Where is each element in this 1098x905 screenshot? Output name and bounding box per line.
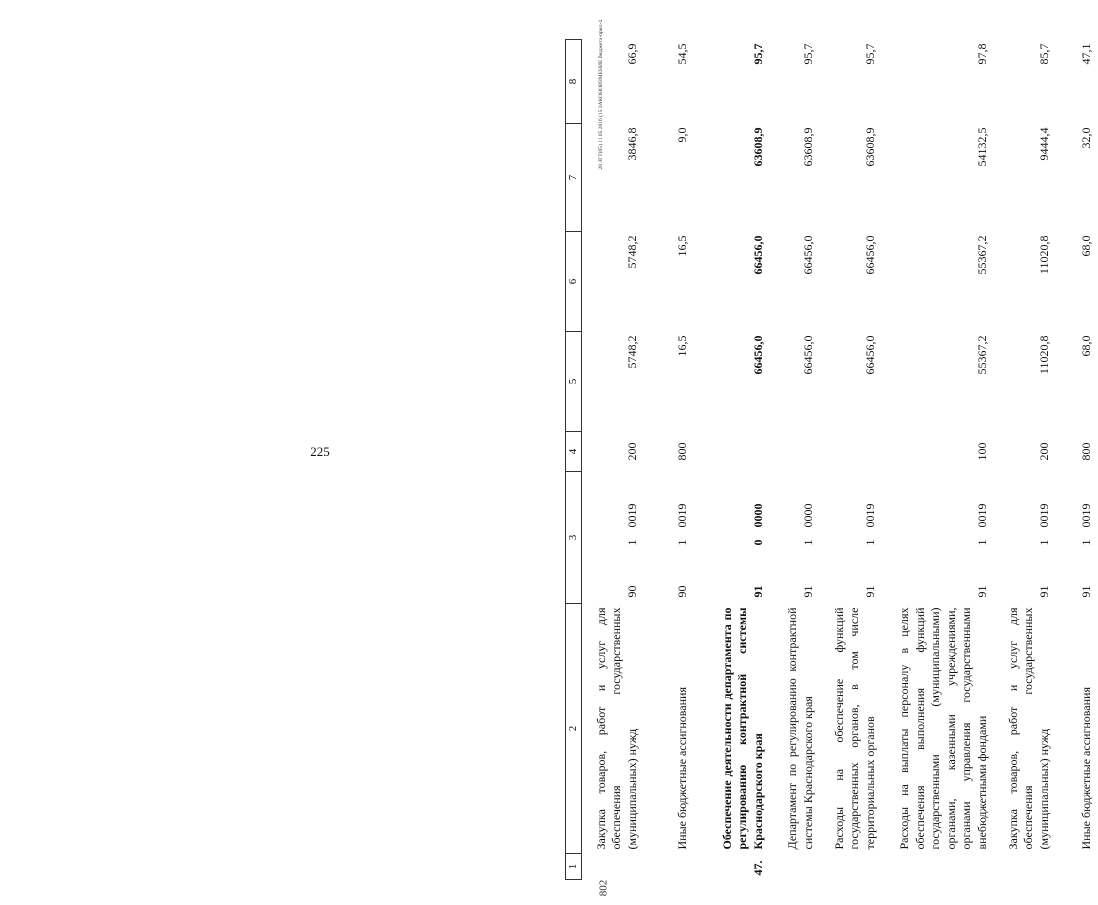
row-code xyxy=(994,472,1056,534)
budget-table xyxy=(565,39,1098,880)
row-description: Расходы на обеспечение функций государственных органов, в том числе территориальных органов xyxy=(831,607,877,850)
row-number xyxy=(882,854,994,880)
row-program-code xyxy=(770,534,820,604)
row-program-code xyxy=(582,534,644,604)
row-code xyxy=(882,472,994,534)
row-col7: 3846,8 xyxy=(624,127,639,161)
row-code-value: 0019 xyxy=(674,503,689,528)
page-number: 225 xyxy=(310,444,330,459)
row-col7: 32,0 xyxy=(1078,127,1093,149)
row-col5: 55367,2 xyxy=(974,335,989,375)
table-row xyxy=(820,40,882,880)
row-code xyxy=(582,472,644,534)
row-code xyxy=(770,472,820,534)
row-col8: 95,7 xyxy=(800,43,815,65)
row-number xyxy=(582,854,644,880)
row-program-code-b: 1 xyxy=(624,539,639,546)
row-expense-type xyxy=(820,432,882,472)
row-program-code xyxy=(994,534,1056,604)
row-col7: 63608,9 xyxy=(862,127,877,167)
header-col-3: 3 xyxy=(566,472,582,604)
row-col6: 5748,2 xyxy=(624,235,639,269)
row-code xyxy=(820,472,882,534)
header-col-8: 8 xyxy=(566,40,582,124)
header-col-6: 6 xyxy=(566,232,582,332)
row-number xyxy=(644,854,694,880)
table-row xyxy=(882,40,994,880)
row-program-code-b: 0 xyxy=(750,539,765,546)
row-col5: 16,5 xyxy=(674,335,689,357)
row-number xyxy=(770,854,820,880)
row-col5: 5748,2 xyxy=(624,335,639,369)
row-program-code-b: 1 xyxy=(674,539,689,546)
row-program-code-a: 91 xyxy=(862,585,877,598)
row-col8: 54,5 xyxy=(674,43,689,65)
row-code-value: 0019 xyxy=(1078,503,1093,528)
row-expense-type: 200 xyxy=(624,442,639,461)
row-description: Иные бюджетные ассигнования xyxy=(674,687,689,850)
row-col7: 9444,4 xyxy=(1036,127,1051,161)
row-description: Обеспечение деятельности департамента по регулированию контрактной системы Краснодарского края xyxy=(719,607,765,850)
header-col-2: 2 xyxy=(566,604,582,854)
row-col8: 95,7 xyxy=(750,43,765,65)
row-col6: 66456,0 xyxy=(800,235,815,275)
row-col5: 66456,0 xyxy=(750,335,765,375)
corner-mark: 802 xyxy=(597,879,610,897)
row-program-code-a: 90 xyxy=(674,585,689,598)
row-number xyxy=(1056,854,1098,880)
row-number xyxy=(994,854,1056,880)
header-col-1: 1 xyxy=(566,854,582,880)
row-program-code xyxy=(882,534,994,604)
row-program-code-a: 91 xyxy=(1078,585,1093,598)
row-expense-type xyxy=(770,432,820,472)
row-program-code-b: 1 xyxy=(1078,539,1093,546)
row-program-code xyxy=(644,534,694,604)
row-col5: 66456,0 xyxy=(800,335,815,375)
row-description: Закупка товаров, работ и услуг для обеспечения государственных (муниципальных) нужд xyxy=(593,607,639,850)
row-description: Департамент по регулированию контрактной системы Краснодарского края xyxy=(785,607,815,850)
row-code-value: 0000 xyxy=(750,503,765,528)
row-program-code xyxy=(820,534,882,604)
row-expense-type: 800 xyxy=(674,442,689,461)
row-program-code xyxy=(1056,534,1098,604)
budget-table-container xyxy=(565,40,1093,880)
row-code-value: 0019 xyxy=(624,503,639,528)
row-code xyxy=(694,472,770,534)
row-description: Иные бюджетные ассигнования xyxy=(1078,687,1093,850)
row-col6: 16,5 xyxy=(674,235,689,257)
row-col8: 85,7 xyxy=(1036,43,1051,65)
row-code-value: 0019 xyxy=(974,503,989,528)
row-col7: 54132,5 xyxy=(974,127,989,167)
row-program-code-a: 91 xyxy=(1036,585,1051,598)
row-col6: 11020,8 xyxy=(1036,235,1051,275)
row-col7: 63608,9 xyxy=(800,127,815,167)
row-program-code-b: 1 xyxy=(800,539,815,546)
row-col6: 66456,0 xyxy=(750,235,765,275)
row-program-code-b: 1 xyxy=(862,539,877,546)
table-row xyxy=(1056,40,1098,880)
table-row xyxy=(770,40,820,880)
row-expense-type: 200 xyxy=(1036,442,1051,461)
row-description: Расходы на выплаты персоналу в целях обеспечения выполнения функций государственными (муниципальными) органами, казенными учреждениями, органами управления государственными внебюджетными фондами xyxy=(896,607,989,850)
row-col6: 66456,0 xyxy=(862,235,877,275)
row-expense-type xyxy=(694,432,770,472)
row-description: Закупка товаров, работ и услуг для обеспечения государственных (муниципальных) нужд xyxy=(1005,607,1051,850)
row-code xyxy=(644,472,694,534)
row-col5: 66456,0 xyxy=(862,335,877,375)
row-expense-type: 800 xyxy=(1078,442,1093,461)
row-col8: 47,1 xyxy=(1078,43,1093,65)
row-col8: 66,9 xyxy=(624,43,639,65)
row-col7: 9,0 xyxy=(674,127,689,143)
table-row xyxy=(694,40,770,880)
row-expense-type: 100 xyxy=(974,442,989,461)
table-row xyxy=(644,40,694,880)
header-col-7: 7 xyxy=(566,124,582,232)
table-row xyxy=(582,40,644,880)
row-col8: 97,8 xyxy=(974,43,989,65)
row-col6: 68,0 xyxy=(1078,235,1093,257)
row-program-code-a: 91 xyxy=(974,585,989,598)
table-row xyxy=(994,40,1056,880)
row-program-code-a: 90 xyxy=(624,585,639,598)
row-col6: 55367,2 xyxy=(974,235,989,275)
row-code-value: 0019 xyxy=(1036,503,1051,528)
row-program-code xyxy=(694,534,770,604)
footer-note: 20 ЗГТ(65) 11 05 2016 (15 ЗАКОНОИЗМЕНИЕ бюджета-прил-4 xyxy=(598,20,604,170)
row-code-value: 0019 xyxy=(862,503,877,528)
row-col8: 95,7 xyxy=(862,43,877,65)
row-code xyxy=(1056,472,1098,534)
row-col5: 68,0 xyxy=(1078,335,1093,357)
row-col5: 11020,8 xyxy=(1036,335,1051,375)
row-number xyxy=(820,854,882,880)
row-number: 47. xyxy=(750,860,765,876)
row-program-code-a: 91 xyxy=(750,585,765,598)
header-col-5: 5 xyxy=(566,332,582,432)
row-code-value: 0000 xyxy=(800,503,815,528)
header-col-4: 4 xyxy=(566,432,582,472)
row-program-code-b: 1 xyxy=(1036,539,1051,546)
row-program-code-b: 1 xyxy=(974,539,989,546)
row-program-code-a: 91 xyxy=(800,585,815,598)
table-header-row xyxy=(566,40,582,880)
row-col7: 63608,9 xyxy=(750,127,765,167)
